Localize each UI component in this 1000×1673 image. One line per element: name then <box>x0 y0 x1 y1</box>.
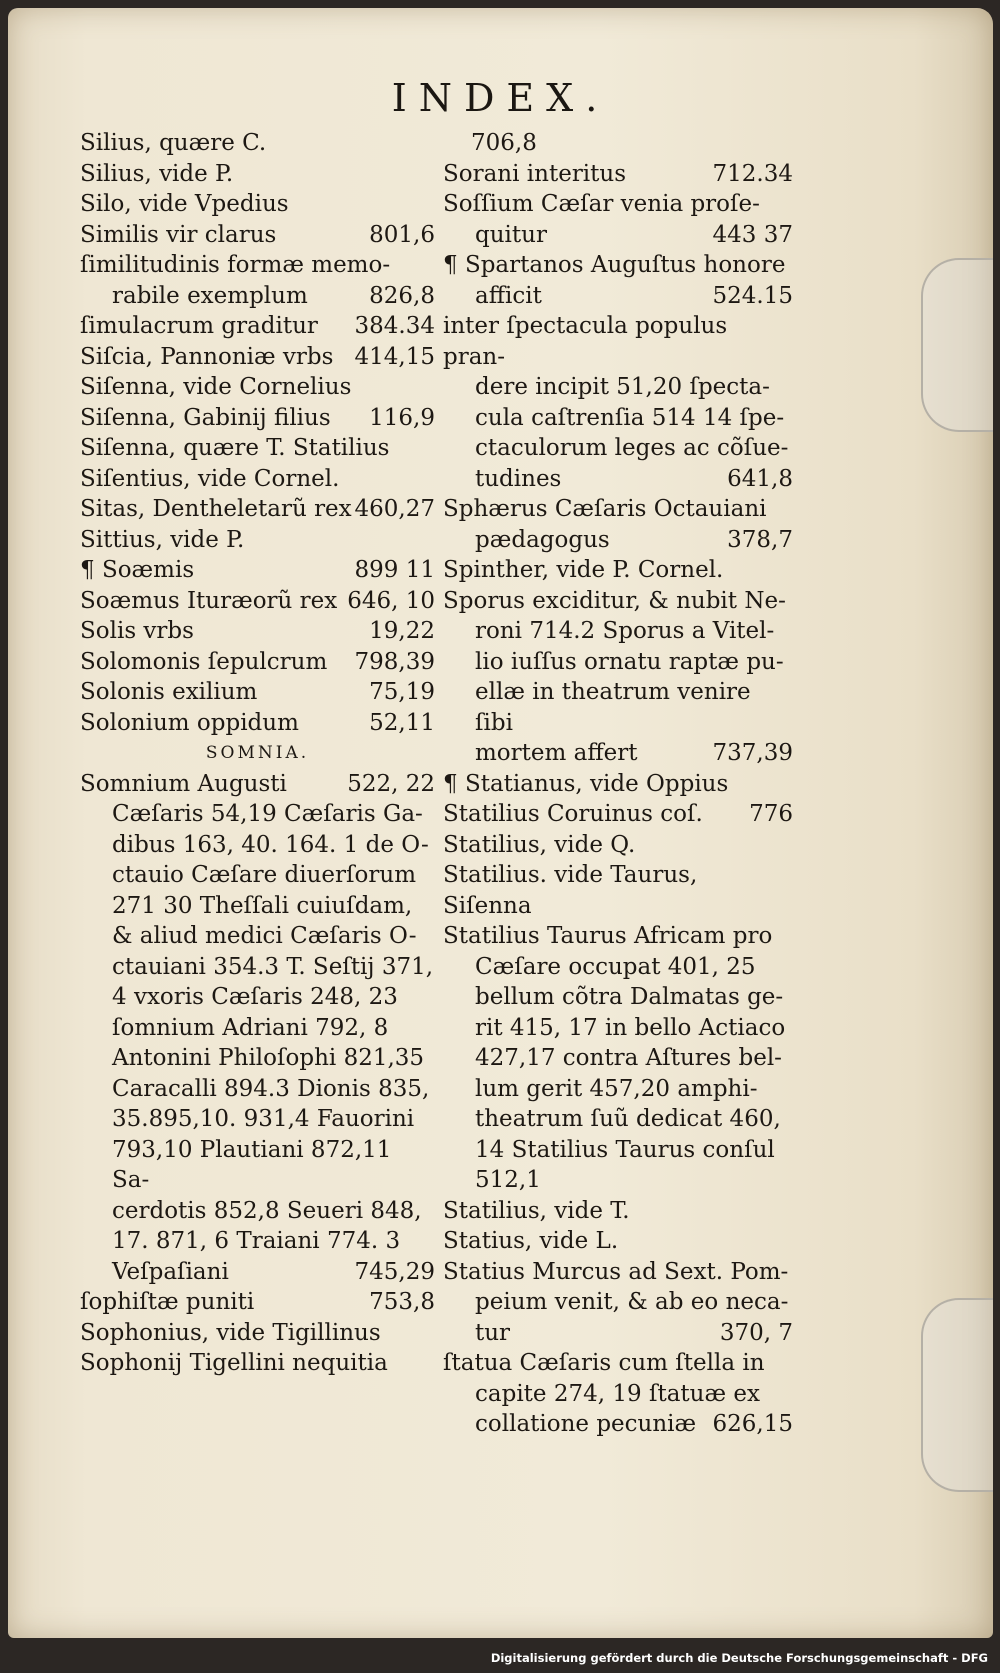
page-title: INDEX. <box>391 76 610 120</box>
index-entry-text: Statilius Taurus Africam pro <box>443 923 773 949</box>
index-entry <box>443 616 793 647</box>
index-entry <box>80 494 435 525</box>
index-entry <box>80 342 435 373</box>
index-entry <box>443 1196 793 1227</box>
index-entry-text: capite 274, 19 ſtatuæ ex <box>475 1380 760 1407</box>
index-entry <box>443 1165 793 1196</box>
index-entry <box>80 220 435 251</box>
index-entry-text: Solonium oppidum <box>80 709 299 736</box>
index-entry <box>443 1104 793 1135</box>
index-entry-text: Somnium Augusti <box>80 770 287 797</box>
index-entry-text: tudines <box>475 465 562 492</box>
index-entry-text: Sphærus Cæſaris Octauiani <box>443 496 767 522</box>
index-entry-text: ¶ Spartanos Auguſtus honore <box>443 252 786 278</box>
index-entry <box>80 982 435 1013</box>
index-entry-text: 793,10 Plautiani 872,11 Sa- <box>112 1136 392 1193</box>
index-entry <box>80 555 435 586</box>
index-entry-text: Cæſare occupat 401, 25 <box>475 953 756 980</box>
index-entry <box>443 403 793 434</box>
index-entry-text: Solomonis ſepulcrum <box>80 648 328 675</box>
index-entry <box>443 494 793 525</box>
index-entry <box>443 799 793 830</box>
index-entry <box>443 433 793 464</box>
index-entry-page: 443 37 <box>712 221 793 248</box>
index-entry <box>80 586 435 617</box>
index-entry-text: ſtatua Cæſaris cum ſtella in <box>443 1350 765 1376</box>
index-entry <box>443 1409 793 1440</box>
index-entry-page: 460,27 <box>354 496 435 522</box>
index-entry-text: pædagogus <box>475 526 610 553</box>
index-entry <box>80 281 435 312</box>
index-entry-text: Silius, quære C. <box>80 130 267 156</box>
index-entry-text: 271 30 Theſſali cuiuſdam, <box>112 892 413 919</box>
index-entry-text: 512,1 <box>475 1167 541 1193</box>
index-entry-page: 798,39 <box>354 648 435 675</box>
index-entry-text: Statilius, vide T. <box>443 1197 630 1224</box>
page-clip-top <box>921 258 993 432</box>
index-entry-text: Silius, vide P. <box>80 160 234 187</box>
index-entry-text: Statilius, vide Q. <box>443 831 636 858</box>
index-entry <box>443 555 793 586</box>
index-entry <box>80 433 435 464</box>
index-entry-page: 776 <box>749 801 793 827</box>
index-entry-text: lio iuſſus ornatu raptæ pu- <box>475 648 784 675</box>
index-entry <box>443 220 793 251</box>
index-entry <box>443 982 793 1013</box>
index-entry-text: ctauiani 354.3 T. Seſtij 371, <box>112 953 434 980</box>
index-entry-text: tur <box>475 1319 511 1346</box>
index-entry-text: ſimilitudinis formæ memo- <box>80 252 391 278</box>
index-entry <box>80 921 435 952</box>
index-entry-text: rabile exemplum <box>112 282 308 309</box>
index-entry <box>80 372 435 403</box>
index-entry-text: Caracalli 894.3 Dionis 835, <box>112 1075 430 1102</box>
index-entry <box>443 128 793 159</box>
index-entry-text: Siſentius, vide Cornel. <box>80 465 340 492</box>
index-entry-text: Siſenna, Gabinij filius <box>80 404 331 431</box>
index-entry <box>443 1379 793 1410</box>
index-column-right <box>443 128 793 1440</box>
index-entry-text: theatrum ſuũ dedicat 460, <box>475 1106 781 1132</box>
index-entry-text: Solis vrbs <box>80 618 194 644</box>
index-entry <box>80 891 435 922</box>
index-entry <box>80 1135 435 1196</box>
index-entry-page: 899 11 <box>354 557 435 583</box>
index-entry <box>80 1104 435 1135</box>
index-entry <box>443 1348 793 1379</box>
index-entry <box>80 403 435 434</box>
index-entry-page: 801,6 <box>369 221 435 248</box>
index-entry-text: roni 714.2 Sporus a Vitel- <box>475 618 775 644</box>
index-entry <box>80 159 435 190</box>
index-entry <box>443 677 793 738</box>
index-entry-text: SOMNIA. <box>205 743 310 763</box>
index-entry <box>443 525 793 556</box>
index-entry-text: ſimulacrum graditur <box>80 313 318 339</box>
index-entry-page: 646, 10 <box>347 587 435 614</box>
index-entry-text: Siſenna, quære T. Statilius <box>80 435 390 461</box>
index-entry <box>80 799 435 830</box>
index-entry-text: 706,8 <box>471 130 537 156</box>
index-entry-text: Soæmus Ituræorũ rex <box>80 587 338 614</box>
index-entry-page: 370, 7 <box>719 1319 793 1346</box>
index-entry <box>443 1013 793 1044</box>
index-entry-text: quitur <box>475 221 547 248</box>
index-entry <box>443 372 793 403</box>
index-entry-text: Siſcia, Pannoniæ vrbs <box>80 343 334 370</box>
index-entry-text: Silo, vide Vpedius <box>80 191 289 217</box>
index-entry <box>443 1074 793 1105</box>
index-entry-text: mortem affert <box>475 740 638 766</box>
index-entry-text: afficit <box>475 282 542 309</box>
index-entry-text: Siſenna, vide Cornelius <box>80 374 352 400</box>
index-entry-text: lum gerit 457,20 amphi- <box>475 1075 758 1102</box>
index-entry <box>80 952 435 983</box>
index-entry-page: 75,19 <box>369 679 435 705</box>
index-entry <box>80 464 435 495</box>
index-section-heading <box>80 738 435 769</box>
index-entry <box>443 189 793 220</box>
index-entry-text: cula caſtrenſia 514 14 ſpe- <box>475 404 785 431</box>
index-entry-text: Antonini Philoſophi 821,35 <box>112 1045 425 1071</box>
index-entry <box>443 311 793 372</box>
index-entry-text: ctaculorum leges ac cõſue- <box>475 435 789 461</box>
index-entry-page: 524.15 <box>712 282 793 309</box>
index-entry-page: 626,15 <box>712 1411 793 1437</box>
index-entry-text: Sophonij Tigellini nequitia <box>80 1350 388 1376</box>
index-entry-page: 19,22 <box>369 618 435 644</box>
index-entry-page: 753,8 <box>369 1289 435 1315</box>
index-entry-text: ſomnium Adriani 792, 8 <box>112 1014 389 1041</box>
index-entry <box>443 830 793 861</box>
index-entry-text: 35.895,10. 931,4 Fauorini <box>112 1106 415 1132</box>
index-entry <box>80 708 435 739</box>
index-entry <box>443 1257 793 1288</box>
index-entry-text: ctauio Cæſare diuerſorum <box>112 862 416 888</box>
index-entry-text: Spinther, vide P. Cornel. <box>443 557 724 583</box>
index-entry <box>443 921 793 952</box>
index-entry <box>443 1318 793 1349</box>
index-entry-text: Cæſaris 54,19 Cæſaris Ga- <box>112 801 423 827</box>
index-entry <box>80 677 435 708</box>
index-entry <box>443 464 793 495</box>
index-entry-page: 384.34 <box>354 313 435 339</box>
index-entry-text: 14 Statilius Taurus conſul <box>475 1136 775 1163</box>
index-entry <box>443 1135 793 1166</box>
index-entry-text: Sorani interitus <box>443 160 627 187</box>
index-entry <box>80 1196 435 1227</box>
index-entry-text: Statilius. vide Taurus, Siſenna <box>443 862 698 919</box>
index-entry <box>80 1226 435 1257</box>
index-entry-page: 414,15 <box>354 343 435 370</box>
index-entry-text: Solonis exilium <box>80 679 258 705</box>
index-entry <box>443 159 793 190</box>
index-entry <box>80 250 435 281</box>
index-entry-text: inter ſpectacula populus pran- <box>443 313 728 370</box>
index-entry <box>443 281 793 312</box>
index-entry <box>80 189 435 220</box>
index-entry <box>80 647 435 678</box>
digitization-credit: Digitalisierung gefördert durch die Deutsche Forschungsgemeinschaft - DFG <box>490 1651 988 1665</box>
index-entry <box>443 586 793 617</box>
index-entry-text: Sitas, Dentheletarũ rex <box>80 496 352 522</box>
index-entry <box>443 769 793 800</box>
index-entry <box>80 1074 435 1105</box>
index-entry <box>443 1287 793 1318</box>
index-entry-text: Statilius Coruinus coſ. <box>443 801 703 827</box>
index-entry-text: 17. 871, 6 Traiani 774. 3 <box>112 1228 401 1254</box>
index-entry <box>80 1257 435 1288</box>
index-entry-text: ellæ in theatrum venire ſibi <box>475 679 751 736</box>
index-entry-text: Soſſium Cæſar venia proſe- <box>443 191 760 217</box>
index-entry-text: Veſpaſiani <box>112 1258 229 1285</box>
index-entry-text: peium venit, & ab eo neca- <box>475 1289 789 1315</box>
index-entry-text: ſophiſtæ puniti <box>80 1289 255 1315</box>
index-entry <box>80 830 435 861</box>
index-entry-text: collatione pecuniæ <box>475 1411 697 1437</box>
index-entry <box>443 1043 793 1074</box>
index-entry-text: Sophonius, vide Tigillinus <box>80 1319 381 1346</box>
index-entry <box>80 311 435 342</box>
book-page <box>8 8 993 1638</box>
index-entry <box>443 250 793 281</box>
index-entry <box>80 1013 435 1044</box>
index-entry-text: dere incipit 51,20 ſpecta- <box>475 374 770 400</box>
index-entry-text: cerdotis 852,8 Seueri 848, <box>112 1197 422 1224</box>
index-entry-text: Sittius, vide P. <box>80 526 245 553</box>
index-entry-page: 641,8 <box>727 465 793 492</box>
index-entry <box>80 1348 435 1379</box>
index-entry <box>80 616 435 647</box>
index-entry <box>443 738 793 769</box>
index-entry-text: 4 vxoris Cæſaris 248, 23 <box>112 984 398 1010</box>
index-entry <box>443 647 793 678</box>
index-entry-page: 116,9 <box>369 404 435 431</box>
index-entry <box>80 1287 435 1318</box>
index-entry <box>80 128 435 159</box>
index-entry-text: rit 415, 17 in bello Actiaco <box>475 1014 786 1041</box>
index-entry-page: 745,29 <box>354 1258 435 1285</box>
index-entry-text: Similis vir clarus <box>80 221 277 248</box>
index-entry-page: 826,8 <box>369 282 435 309</box>
index-entry <box>80 860 435 891</box>
index-entry-text: & aliud medici Cæſaris O- <box>112 923 417 949</box>
index-entry-text: 427,17 contra Aſtures bel- <box>475 1045 782 1071</box>
index-entry-text: bellum cõtra Dalmatas ge- <box>475 984 784 1010</box>
index-entry-text: Sporus exciditur, & nubit Ne- <box>443 587 786 614</box>
page-clip-bottom <box>921 1298 993 1492</box>
index-entry-text: dibus 163, 40. 164. 1 de O- <box>112 831 429 858</box>
index-entry <box>443 952 793 983</box>
index-entry <box>80 1318 435 1349</box>
index-entry <box>80 1043 435 1074</box>
index-entry-page: 712.34 <box>712 160 793 187</box>
index-entry-page: 52,11 <box>369 709 435 736</box>
index-entry-page: 522, 22 <box>347 770 435 797</box>
index-entry <box>80 769 435 800</box>
index-entry <box>80 525 435 556</box>
index-entry-page: 378,7 <box>727 526 793 553</box>
index-entry-page: 737,39 <box>712 740 793 766</box>
index-entry-text: ¶ Statianus, vide Oppius <box>443 770 729 797</box>
index-entry-text: Statius, vide L. <box>443 1228 619 1254</box>
index-entry <box>443 1226 793 1257</box>
index-entry-text: Statius Murcus ad Sext. Pom- <box>443 1258 789 1285</box>
index-entry <box>443 860 793 921</box>
index-column-left <box>80 128 435 1379</box>
index-entry-text: ¶ Soæmis <box>80 557 195 583</box>
